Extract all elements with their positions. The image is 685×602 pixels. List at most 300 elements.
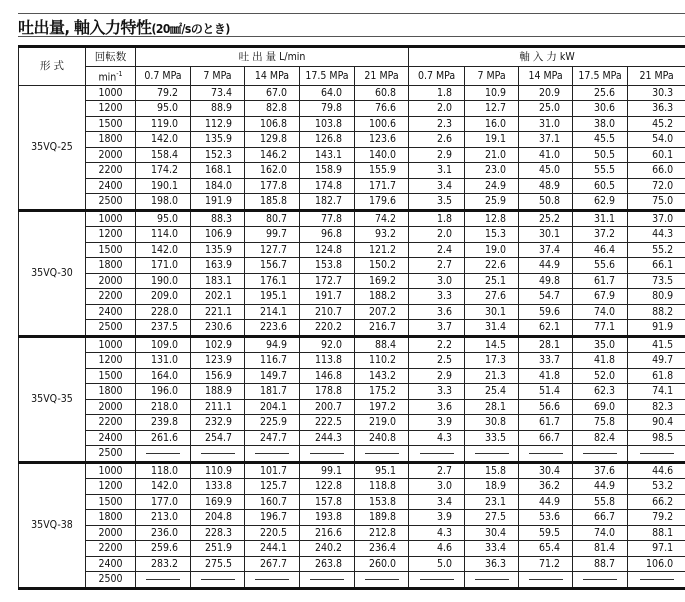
- flow-cell: 76.6: [355, 101, 409, 117]
- dash-line: [310, 453, 344, 454]
- flow-cell: 240.2: [300, 541, 355, 557]
- title-main: 吐出量, 軸入力特性: [18, 18, 152, 37]
- power-cell: 33.7: [519, 353, 573, 369]
- rpm-cell: 1800: [86, 384, 136, 400]
- power-cell: 41.5: [628, 336, 685, 353]
- power-cell: 69.0: [573, 399, 628, 415]
- rpm-cell: 1200: [86, 227, 136, 243]
- table-row: [19, 525, 685, 541]
- power-cell: 91.9: [628, 320, 685, 337]
- table-row: [19, 85, 685, 101]
- flow-cell: 181.7: [245, 384, 300, 400]
- power-cell: 1.8: [409, 210, 465, 227]
- rpm-cell: 2500: [86, 320, 136, 337]
- flow-cell: 127.7: [245, 242, 300, 258]
- flow-cell: 110.9: [191, 462, 245, 479]
- flow-cell: 101.7: [245, 462, 300, 479]
- power-cell: 33.5: [465, 430, 519, 446]
- power-cell: 45.5: [573, 132, 628, 148]
- flow-cell: 176.1: [245, 273, 300, 289]
- header-power: 軸 入 力 kW: [409, 47, 685, 67]
- flow-cell: 119.0: [136, 116, 191, 132]
- flow-cell: 174.2: [136, 163, 191, 179]
- flow-cell: 169.9: [191, 494, 245, 510]
- page-title: [18, 15, 230, 38]
- power-cell: 90.4: [628, 415, 685, 431]
- flow-cell: 99.7: [245, 227, 300, 243]
- flow-cell: 216.6: [300, 525, 355, 541]
- table-row: [19, 415, 685, 431]
- power-cell: 23.1: [465, 494, 519, 510]
- dash-line: [365, 579, 399, 580]
- flow-cell: 126.8: [300, 132, 355, 148]
- flow-cell: 133.8: [191, 479, 245, 495]
- flow-cell: 259.6: [136, 541, 191, 557]
- table-row: [19, 556, 685, 572]
- power-cell: 27.5: [465, 510, 519, 526]
- power-cell: 3.6: [409, 399, 465, 415]
- power-cell: 73.5: [628, 273, 685, 289]
- power-cell: 82.3: [628, 399, 685, 415]
- rpm-cell: 2000: [86, 399, 136, 415]
- rpm-cell: 2000: [86, 147, 136, 163]
- flow-cell: 99.1: [300, 462, 355, 479]
- power-cell: 4.6: [409, 541, 465, 557]
- flow-cell: 232.9: [191, 415, 245, 431]
- power-cell: 79.2: [628, 510, 685, 526]
- power-cell: 17.3: [465, 353, 519, 369]
- flow-cell: 131.0: [136, 353, 191, 369]
- flow-cell: 178.8: [300, 384, 355, 400]
- power-pressure-header: 17.5 MPa: [573, 67, 628, 86]
- flow-cell: 190.0: [136, 273, 191, 289]
- dash-line: [420, 579, 454, 580]
- flow-cell: 164.0: [136, 368, 191, 384]
- power-cell: 2.9: [409, 147, 465, 163]
- no-data-cell: [136, 572, 191, 589]
- flow-cell: 237.5: [136, 320, 191, 337]
- flow-cell: 195.1: [245, 289, 300, 305]
- flow-cell: 113.8: [300, 353, 355, 369]
- flow-cell: 96.8: [300, 227, 355, 243]
- flow-cell: 236.4: [355, 541, 409, 557]
- power-cell: 46.4: [573, 242, 628, 258]
- dash-line: [146, 453, 180, 454]
- table-row: [19, 494, 685, 510]
- table-row: [19, 462, 685, 479]
- power-cell: 50.5: [573, 147, 628, 163]
- rpm-cell: 1000: [86, 85, 136, 101]
- flow-cell: 142.0: [136, 132, 191, 148]
- power-cell: 31.1: [573, 210, 628, 227]
- flow-cell: 198.0: [136, 194, 191, 211]
- power-cell: 44.3: [628, 227, 685, 243]
- flow-cell: 88.3: [191, 210, 245, 227]
- flow-cell: 163.9: [191, 258, 245, 274]
- power-cell: 38.0: [573, 116, 628, 132]
- flow-cell: 157.8: [300, 494, 355, 510]
- header-rpm-unit: [86, 67, 136, 86]
- flow-cell: 260.0: [355, 556, 409, 572]
- model-cell: 35VQ-35: [19, 336, 86, 462]
- flow-cell: 183.1: [191, 273, 245, 289]
- table-row: [19, 430, 685, 446]
- flow-cell: 121.2: [355, 242, 409, 258]
- flow-cell: 188.9: [191, 384, 245, 400]
- flow-cell: 204.8: [191, 510, 245, 526]
- rpm-cell: 1800: [86, 258, 136, 274]
- power-cell: 72.0: [628, 178, 685, 194]
- power-cell: 3.9: [409, 510, 465, 526]
- power-cell: 74.1: [628, 384, 685, 400]
- flow-cell: 169.2: [355, 273, 409, 289]
- rpm-cell: 1500: [86, 494, 136, 510]
- power-cell: 30.6: [573, 101, 628, 117]
- rpm-cell: 1800: [86, 510, 136, 526]
- power-cell: 44.9: [519, 258, 573, 274]
- flow-cell: 244.3: [300, 430, 355, 446]
- flow-cell: 193.8: [300, 510, 355, 526]
- flow-cell: 106.9: [191, 227, 245, 243]
- power-cell: 30.1: [519, 227, 573, 243]
- rpm-unit-sup: -1: [116, 70, 123, 78]
- power-cell: 2.7: [409, 462, 465, 479]
- power-cell: 53.2: [628, 479, 685, 495]
- flow-cell: 123.9: [191, 353, 245, 369]
- flow-cell: 222.5: [300, 415, 355, 431]
- flow-cell: 261.6: [136, 430, 191, 446]
- flow-cell: 100.6: [355, 116, 409, 132]
- rpm-cell: 1200: [86, 479, 136, 495]
- model-cell: 35VQ-38: [19, 462, 86, 588]
- table-row: [19, 258, 685, 274]
- flow-cell: 240.8: [355, 430, 409, 446]
- power-pressure-header: 21 MPa: [628, 67, 685, 86]
- no-data-cell: [355, 572, 409, 589]
- flow-cell: 172.7: [300, 273, 355, 289]
- power-cell: 27.6: [465, 289, 519, 305]
- power-cell: 3.4: [409, 178, 465, 194]
- flow-cell: 60.8: [355, 85, 409, 101]
- power-cell: 41.8: [573, 353, 628, 369]
- flow-cell: 218.0: [136, 399, 191, 415]
- power-cell: 2.4: [409, 242, 465, 258]
- power-cell: 15.8: [465, 462, 519, 479]
- power-cell: 62.1: [519, 320, 573, 337]
- rpm-cell: 2200: [86, 541, 136, 557]
- power-cell: 81.4: [573, 541, 628, 557]
- power-cell: 60.5: [573, 178, 628, 194]
- power-cell: 44.6: [628, 462, 685, 479]
- dash-line: [475, 579, 509, 580]
- flow-cell: 116.7: [245, 353, 300, 369]
- power-cell: 37.0: [628, 210, 685, 227]
- table-row: [19, 368, 685, 384]
- flow-cell: 88.4: [355, 336, 409, 353]
- power-cell: 54.0: [628, 132, 685, 148]
- power-cell: 82.4: [573, 430, 628, 446]
- rpm-cell: 1000: [86, 336, 136, 353]
- no-data-cell: [355, 446, 409, 463]
- flow-cell: 196.7: [245, 510, 300, 526]
- table-row: [19, 194, 685, 211]
- flow-cell: 95.0: [136, 101, 191, 117]
- power-cell: 31.4: [465, 320, 519, 337]
- power-cell: 37.4: [519, 242, 573, 258]
- power-cell: 80.9: [628, 289, 685, 305]
- flow-cell: 210.7: [300, 304, 355, 320]
- power-cell: 2.2: [409, 336, 465, 353]
- power-cell: 48.9: [519, 178, 573, 194]
- power-cell: 53.6: [519, 510, 573, 526]
- dash-line: [583, 453, 617, 454]
- header-model: 形 式: [19, 47, 86, 86]
- power-cell: 24.9: [465, 178, 519, 194]
- power-cell: 55.6: [573, 258, 628, 274]
- flow-cell: 174.8: [300, 178, 355, 194]
- flow-cell: 103.8: [300, 116, 355, 132]
- rpm-cell: 2400: [86, 178, 136, 194]
- power-cell: 2.5: [409, 353, 465, 369]
- power-cell: 2.3: [409, 116, 465, 132]
- dash-line: [146, 579, 180, 580]
- flow-cell: 149.7: [245, 368, 300, 384]
- power-cell: 75.0: [628, 194, 685, 211]
- header-flow: 吐 出 量 L/min: [136, 47, 409, 67]
- flow-cell: 275.5: [191, 556, 245, 572]
- flow-cell: 162.0: [245, 163, 300, 179]
- power-cell: 10.9: [465, 85, 519, 101]
- table-row: [19, 178, 685, 194]
- flow-cell: 123.6: [355, 132, 409, 148]
- flow-cell: 67.0: [245, 85, 300, 101]
- power-cell: 30.4: [465, 525, 519, 541]
- power-cell: 16.0: [465, 116, 519, 132]
- characteristics-table: [18, 45, 685, 590]
- power-cell: 25.2: [519, 210, 573, 227]
- flow-cell: 202.1: [191, 289, 245, 305]
- flow-cell: 254.7: [191, 430, 245, 446]
- flow-cell: 200.7: [300, 399, 355, 415]
- rpm-cell: 2500: [86, 572, 136, 589]
- power-cell: 30.8: [465, 415, 519, 431]
- flow-cell: 156.9: [191, 368, 245, 384]
- flow-cell: 110.2: [355, 353, 409, 369]
- power-pressure-header: 7 MPa: [465, 67, 519, 86]
- dash-line: [529, 579, 563, 580]
- flow-cell: 212.8: [355, 525, 409, 541]
- power-cell: 50.8: [519, 194, 573, 211]
- flow-cell: 140.0: [355, 147, 409, 163]
- power-cell: 3.4: [409, 494, 465, 510]
- table-row: [19, 227, 685, 243]
- flow-cell: 191.7: [300, 289, 355, 305]
- power-cell: 60.1: [628, 147, 685, 163]
- power-cell: 3.6: [409, 304, 465, 320]
- flow-cell: 77.8: [300, 210, 355, 227]
- power-cell: 54.7: [519, 289, 573, 305]
- power-cell: 23.0: [465, 163, 519, 179]
- power-cell: 45.2: [628, 116, 685, 132]
- table-row: [19, 210, 685, 227]
- flow-cell: 188.2: [355, 289, 409, 305]
- flow-cell: 190.1: [136, 178, 191, 194]
- dash-line: [529, 453, 563, 454]
- power-cell: 1.8: [409, 85, 465, 101]
- rpm-cell: 1000: [86, 462, 136, 479]
- flow-cell: 118.8: [355, 479, 409, 495]
- power-cell: 30.3: [628, 85, 685, 101]
- table-row: [19, 132, 685, 148]
- flow-cell: 129.8: [245, 132, 300, 148]
- table-row: [19, 353, 685, 369]
- power-cell: 88.7: [573, 556, 628, 572]
- flow-cell: 79.2: [136, 85, 191, 101]
- flow-cell: 112.9: [191, 116, 245, 132]
- power-cell: 98.5: [628, 430, 685, 446]
- table-row: [19, 320, 685, 337]
- table-row: [19, 479, 685, 495]
- power-cell: 4.3: [409, 525, 465, 541]
- rpm-cell: 1500: [86, 242, 136, 258]
- flow-cell: 283.2: [136, 556, 191, 572]
- power-cell: 62.9: [573, 194, 628, 211]
- flow-pressure-header: 0.7 MPa: [136, 67, 191, 86]
- flow-cell: 182.7: [300, 194, 355, 211]
- table-row: [19, 304, 685, 320]
- rpm-cell: 1200: [86, 101, 136, 117]
- power-cell: 66.0: [628, 163, 685, 179]
- flow-cell: 143.1: [300, 147, 355, 163]
- flow-cell: 179.6: [355, 194, 409, 211]
- power-cell: 106.0: [628, 556, 685, 572]
- table-row: [19, 541, 685, 557]
- dash-line: [475, 453, 509, 454]
- flow-cell: 143.2: [355, 368, 409, 384]
- power-cell: 49.8: [519, 273, 573, 289]
- flow-cell: 88.9: [191, 101, 245, 117]
- flow-cell: 122.8: [300, 479, 355, 495]
- power-cell: 3.1: [409, 163, 465, 179]
- flow-cell: 114.0: [136, 227, 191, 243]
- power-cell: 37.6: [573, 462, 628, 479]
- flow-cell: 142.0: [136, 479, 191, 495]
- table-row: [19, 101, 685, 117]
- power-cell: 25.6: [573, 85, 628, 101]
- table-row: [19, 163, 685, 179]
- flow-cell: 146.8: [300, 368, 355, 384]
- no-data-cell: [409, 572, 465, 589]
- flow-cell: 124.8: [300, 242, 355, 258]
- rpm-cell: 2400: [86, 304, 136, 320]
- dash-line: [255, 453, 289, 454]
- flow-pressure-header: 14 MPa: [245, 67, 300, 86]
- power-cell: 61.7: [519, 415, 573, 431]
- power-cell: 35.0: [573, 336, 628, 353]
- no-data-cell: [409, 446, 465, 463]
- rpm-cell: 2400: [86, 430, 136, 446]
- power-cell: 5.0: [409, 556, 465, 572]
- power-cell: 3.0: [409, 479, 465, 495]
- model-cell: 35VQ-25: [19, 85, 86, 210]
- flow-cell: 160.7: [245, 494, 300, 510]
- power-cell: 55.2: [628, 242, 685, 258]
- power-cell: 3.0: [409, 273, 465, 289]
- flow-cell: 267.7: [245, 556, 300, 572]
- power-cell: 21.3: [465, 368, 519, 384]
- no-data-cell: [300, 572, 355, 589]
- flow-cell: 221.1: [191, 304, 245, 320]
- power-pressure-header: 0.7 MPa: [409, 67, 465, 86]
- flow-cell: 177.8: [245, 178, 300, 194]
- dash-line: [201, 579, 235, 580]
- power-cell: 51.4: [519, 384, 573, 400]
- power-cell: 37.1: [519, 132, 573, 148]
- power-cell: 2.0: [409, 101, 465, 117]
- table-row: [19, 289, 685, 305]
- no-data-cell: [191, 572, 245, 589]
- flow-cell: 220.5: [245, 525, 300, 541]
- power-cell: 61.8: [628, 368, 685, 384]
- flow-cell: 153.8: [355, 494, 409, 510]
- flow-cell: 168.1: [191, 163, 245, 179]
- flow-cell: 197.2: [355, 399, 409, 415]
- power-cell: 59.5: [519, 525, 573, 541]
- no-data-cell: [300, 446, 355, 463]
- power-cell: 19.0: [465, 242, 519, 258]
- dash-line: [640, 453, 674, 454]
- power-cell: 65.4: [519, 541, 573, 557]
- flow-cell: 93.2: [355, 227, 409, 243]
- power-cell: 25.1: [465, 273, 519, 289]
- flow-cell: 155.9: [355, 163, 409, 179]
- power-cell: 36.3: [628, 101, 685, 117]
- flow-cell: 207.2: [355, 304, 409, 320]
- rpm-cell: 2500: [86, 194, 136, 211]
- title-sub: (20㎟/sのとき): [151, 22, 230, 36]
- power-cell: 28.1: [519, 336, 573, 353]
- rpm-cell: 1200: [86, 353, 136, 369]
- flow-cell: 251.9: [191, 541, 245, 557]
- no-data-cell: [136, 446, 191, 463]
- power-cell: 44.9: [519, 494, 573, 510]
- power-cell: 44.9: [573, 479, 628, 495]
- power-cell: 28.1: [465, 399, 519, 415]
- flow-cell: 146.2: [245, 147, 300, 163]
- power-cell: 18.9: [465, 479, 519, 495]
- power-cell: 45.0: [519, 163, 573, 179]
- flow-cell: 109.0: [136, 336, 191, 353]
- rpm-cell: 2000: [86, 273, 136, 289]
- rpm-unit: min: [98, 71, 117, 84]
- table-row: [19, 242, 685, 258]
- power-pressure-header: 14 MPa: [519, 67, 573, 86]
- power-cell: 66.7: [573, 510, 628, 526]
- no-data-cell: [519, 572, 573, 589]
- power-cell: 52.0: [573, 368, 628, 384]
- table-row: [19, 446, 685, 463]
- table-row: [19, 510, 685, 526]
- no-data-cell: [465, 572, 519, 589]
- flow-pressure-header: 17.5 MPa: [300, 67, 355, 86]
- model-cell: 35VQ-30: [19, 210, 86, 336]
- power-cell: 14.5: [465, 336, 519, 353]
- flow-cell: 74.2: [355, 210, 409, 227]
- flow-cell: 94.9: [245, 336, 300, 353]
- dash-line: [365, 453, 399, 454]
- power-cell: 25.0: [519, 101, 573, 117]
- flow-cell: 158.9: [300, 163, 355, 179]
